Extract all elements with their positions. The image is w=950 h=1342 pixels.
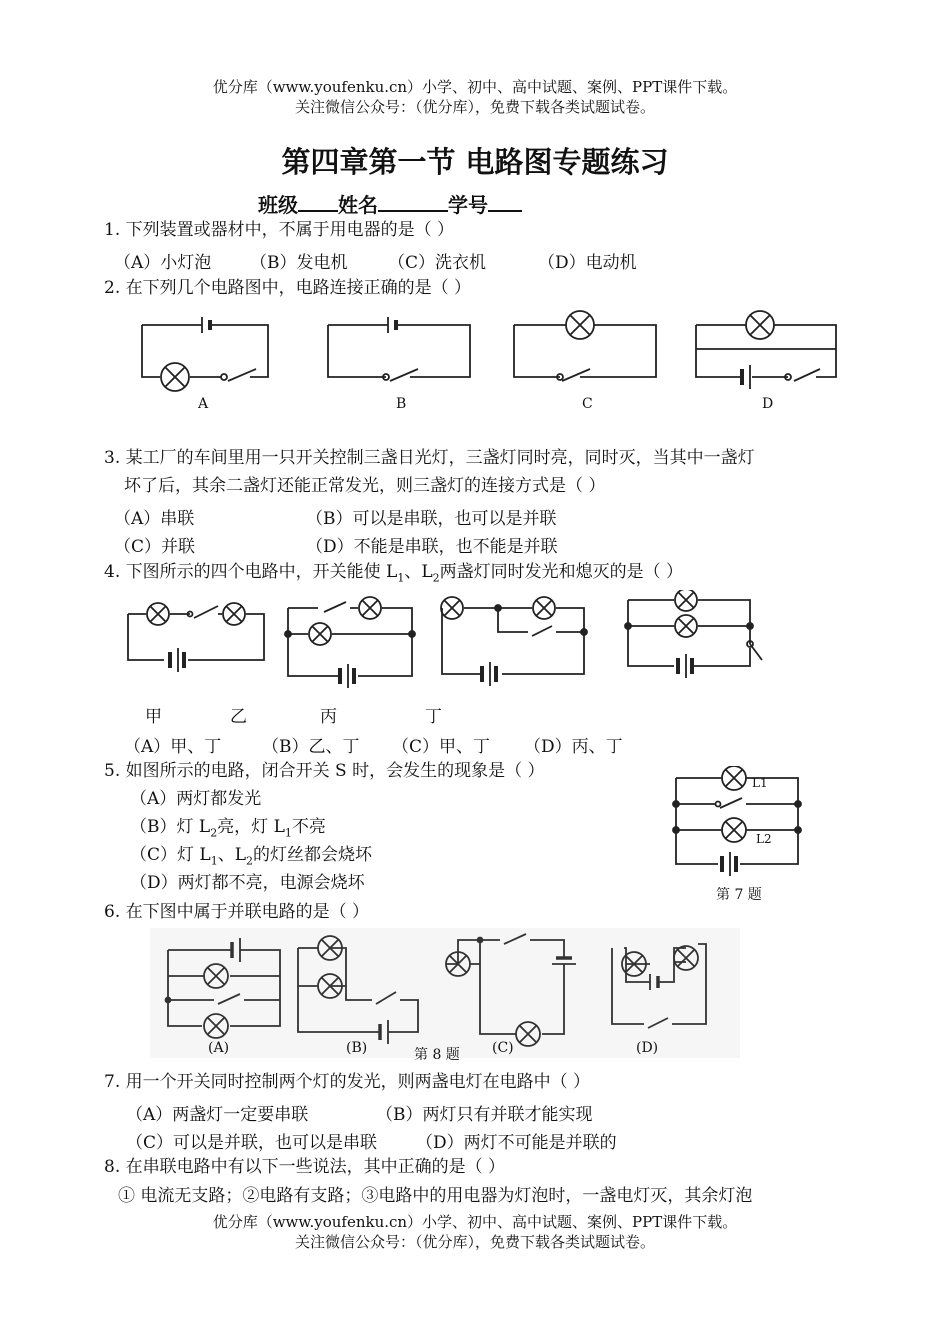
q4-option-b: （B）乙、丁 bbox=[262, 737, 360, 757]
q4-label-ding: 丁 bbox=[425, 707, 442, 727]
q5-lamp-l2: L2 bbox=[756, 832, 772, 846]
q2-stem: 2. 在下列几个电路图中，电路连接正确的是（ ） bbox=[104, 278, 472, 298]
lamp-icon bbox=[533, 597, 555, 619]
q5-c-3: 、L bbox=[217, 845, 246, 865]
q5-figure bbox=[666, 766, 806, 878]
q4-sub2: 2 bbox=[432, 571, 440, 585]
q4-stem bbox=[104, 561, 683, 589]
q5-b-4: 1 bbox=[284, 826, 292, 840]
header-line-1: 优分库（www.youfenku.cn）小学、初中、高中试题、案例、PPT课件下载。 bbox=[212, 78, 738, 96]
q5-option-a: （A）两灯都发光 bbox=[130, 789, 262, 809]
q3-option-c: （C）并联 bbox=[114, 537, 196, 557]
q2-label-b: B bbox=[396, 396, 407, 412]
q2-circuit-c bbox=[514, 311, 656, 381]
q2-circuit-a bbox=[142, 317, 268, 391]
q3-stem-2: 坏了后，其余二盏灯还能正常发光，则三盏灯的连接方式是（ ） bbox=[124, 476, 606, 496]
id-label: 学号 bbox=[448, 193, 488, 217]
id-blank bbox=[488, 192, 522, 212]
lamp-icon bbox=[722, 818, 746, 842]
class-label: 班级 bbox=[258, 193, 298, 217]
q7-option-a: （A）两盏灯一定要串联 bbox=[126, 1105, 309, 1125]
q5-lamp-l1: L1 bbox=[752, 776, 768, 790]
q4-sub1: 1 bbox=[397, 571, 405, 585]
lamp-icon bbox=[566, 311, 594, 339]
q6-label-c: (C) bbox=[492, 1040, 514, 1056]
q1-stem: 1. 下列装置或器材中，不属于用电器的是（ ） bbox=[104, 220, 455, 240]
q2-circuit-b bbox=[328, 317, 470, 381]
q5-c-5: 的灯丝都会烧坏 bbox=[253, 845, 372, 865]
q4-circuit-ding bbox=[625, 590, 762, 678]
q4-circuit-yi bbox=[285, 597, 415, 688]
q4-label-jia: 甲 bbox=[145, 707, 162, 727]
q3-stem-1: 3. 某工厂的车间里用一只开关控制三盏日光灯，三盏灯同时亮，同时灭，当其中一盏灯 bbox=[104, 448, 755, 468]
name-label: 姓名 bbox=[338, 193, 378, 217]
lamp-icon bbox=[223, 603, 245, 625]
q5-b-2: 2 bbox=[210, 826, 218, 840]
q5-b-5: 不亮 bbox=[291, 817, 326, 837]
q5-c-2: 1 bbox=[210, 854, 218, 868]
q7-stem: 7. 用一个开关同时控制两个灯的发光，则两盏电灯在电路中（ ） bbox=[104, 1072, 591, 1092]
q4-label-yi: 乙 bbox=[230, 707, 247, 727]
q2-label-a: A bbox=[198, 396, 209, 412]
q6-label-a: (A) bbox=[208, 1040, 230, 1056]
q2-figure bbox=[120, 305, 850, 420]
q4-option-a: （A）甲、丁 bbox=[124, 737, 222, 757]
header-line-2: 关注微信公众号：（优分库），免费下载各类试题试卷。 bbox=[294, 98, 655, 116]
q6-fig-caption: 第 8 题 bbox=[414, 1047, 460, 1063]
q5-c-1: （C）灯 L bbox=[130, 845, 211, 865]
q1-option-a: （A）小灯泡 bbox=[114, 253, 212, 273]
q5-option-c bbox=[130, 844, 372, 872]
q5-b-1: （B）灯 L bbox=[130, 817, 211, 837]
q7-option-b: （B）两灯只有并联才能实现 bbox=[376, 1105, 593, 1125]
q4-option-c: （C）甲、丁 bbox=[392, 737, 491, 757]
q6-label-b: (B) bbox=[346, 1040, 368, 1056]
q5-option-b bbox=[130, 816, 326, 844]
q4-circuit-bing bbox=[441, 597, 587, 686]
footer-line-2: 关注微信公众号：（优分库），免费下载各类试题试卷。 bbox=[294, 1233, 655, 1251]
q6-stem: 6. 在下图中属于并联电路的是（ ） bbox=[104, 902, 370, 922]
q5-b-3: 亮，灯 L bbox=[217, 817, 285, 837]
q4-circuit-jia bbox=[128, 603, 264, 672]
lamp-icon bbox=[675, 615, 697, 637]
q1-option-c: （C）洗衣机 bbox=[388, 253, 487, 273]
q5-option-d: （D）两灯都不亮，电源会烧坏 bbox=[130, 873, 365, 893]
q6-figure bbox=[150, 928, 740, 1058]
q5-c-4: 2 bbox=[246, 854, 253, 868]
q2-circuit-d bbox=[696, 311, 836, 389]
lamp-icon bbox=[722, 766, 746, 790]
q5-stem: 5. 如图所示的电路，闭合开关 S 时，会发生的现象是（ ） bbox=[104, 761, 545, 781]
q1-option-d: （D）电动机 bbox=[538, 253, 637, 273]
student-info bbox=[258, 189, 522, 218]
q3-option-b: （B）可以是串联，也可以是并联 bbox=[306, 509, 557, 529]
q4-label-bing: 丙 bbox=[320, 707, 337, 727]
q4-stem-pre: 4. 下图所示的四个电路中，开关能使 L bbox=[104, 562, 398, 582]
q7-option-d: （D）两灯不可能是并联的 bbox=[416, 1133, 617, 1153]
q6-label-d: (D) bbox=[636, 1040, 659, 1056]
q2-label-d: D bbox=[762, 396, 774, 412]
q4-figure bbox=[118, 590, 778, 700]
q8-stem: 8. 在串联电路中有以下一些说法，其中正确的是（ ） bbox=[104, 1157, 506, 1177]
q4-stem-post: 两盏灯同时发光和熄灭的是（ ） bbox=[439, 562, 684, 582]
q8-line-1: ① 电流无支路；②电路有支路；③电路中的用电器为灯泡时，一盏电灯灭，其余灯泡 bbox=[118, 1186, 753, 1206]
lamp-icon bbox=[161, 363, 189, 391]
footer-line-1: 优分库（www.youfenku.cn）小学、初中、高中试题、案例、PPT课件下载。 bbox=[212, 1213, 738, 1231]
q2-label-c: C bbox=[582, 396, 593, 412]
class-blank bbox=[298, 192, 338, 212]
q1-option-b: （B）发电机 bbox=[250, 253, 348, 273]
lamp-icon bbox=[309, 623, 331, 645]
lamp-icon bbox=[746, 311, 774, 339]
q5-fig-caption: 第 7 题 bbox=[716, 887, 762, 903]
q3-option-a: （A）串联 bbox=[114, 509, 195, 529]
lamp-icon bbox=[147, 603, 169, 625]
lamp-icon bbox=[675, 590, 697, 611]
name-blank bbox=[378, 192, 448, 212]
q7-option-c: （C）可以是并联，也可以是串联 bbox=[126, 1133, 378, 1153]
lamp-icon bbox=[441, 597, 463, 619]
q4-stem-mid: 、L bbox=[404, 562, 433, 582]
lamp-icon bbox=[359, 597, 381, 619]
page-title: 第四章第一节 电路图专题练习 bbox=[281, 145, 669, 179]
q4-option-d: （D）丙、丁 bbox=[524, 737, 623, 757]
q3-option-d: （D）不能是串联，也不能是并联 bbox=[306, 537, 558, 557]
